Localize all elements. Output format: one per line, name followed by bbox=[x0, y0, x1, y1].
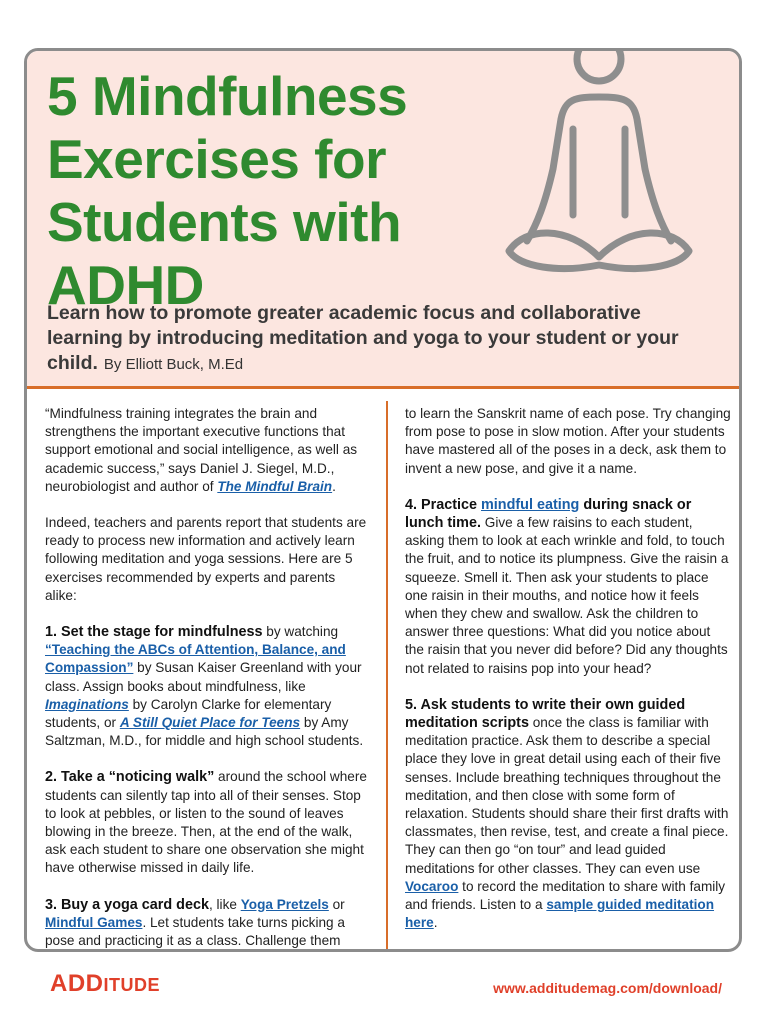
vocaroo-link[interactable]: Vocaroo bbox=[405, 878, 459, 894]
intro-paragraph: Indeed, teachers and parents report that students are ready to process new information and actively learn following meditation and yoga sessions. Here are 5 exercises recommended by experts and parents alike: bbox=[45, 515, 367, 603]
right-column bbox=[405, 405, 731, 950]
exercise-3-text: or bbox=[328, 896, 345, 912]
exercise-5-heading: 5. Ask students to write their own guided meditation scripts bbox=[405, 696, 686, 732]
exercise-3-continued: to learn the Sanskrit name of each pose. Try changing from pose to pose in slow motion. After your students have mastered all of the poses in a deck, ask them to invent a new pose, and give it a name. bbox=[405, 406, 731, 476]
exercise-2-heading: 2. Take a “noticing walk” bbox=[45, 769, 215, 786]
exercise-1-text: by watching bbox=[262, 624, 339, 640]
exercise-3-text: , like bbox=[208, 896, 241, 912]
exercise-2-text: around the school where students can silently tap into all of their senses. Stop to look at pebbles, or listen to the sound of leaves blowing in the breeze. Then, at the end of the walk, ask each student to share one observation she might have otherwise missed in daily life. bbox=[45, 769, 367, 876]
meditation-figure-icon bbox=[489, 48, 729, 319]
intro-quote bbox=[45, 405, 369, 496]
exercise-5-text: . bbox=[433, 915, 438, 931]
exercise-5-text: to record the meditation to share with family and friends. Listen to a bbox=[405, 878, 726, 913]
article-card bbox=[24, 48, 742, 952]
sample-meditation-link[interactable]: sample guided meditation here bbox=[405, 897, 715, 931]
exercise-1-text: by Susan Kaiser Greenland with your class. Assign books about mindfulness, like bbox=[45, 660, 362, 694]
mindful-games-link[interactable]: Mindful Games bbox=[45, 914, 143, 930]
exercise-4-heading: 4. Practice bbox=[405, 496, 482, 513]
abcs-attention-link[interactable]: “Teaching the ABCs of Attention, Balance, and Compassion” bbox=[45, 642, 346, 676]
exercise-1-text: by Amy Saltzman, M.D., for middle and high school students. bbox=[45, 715, 364, 749]
logo-big: ADD bbox=[50, 970, 104, 997]
exercise-1-text: by Carolyn Clarke for elementary students, or bbox=[45, 696, 332, 731]
exercise-3-text: . Let students take turns picking a pose and practicing it as a class. Challenge them bbox=[45, 914, 345, 949]
exercise-3 bbox=[45, 896, 369, 951]
yoga-pretzels-link[interactable]: Yoga Pretzels bbox=[240, 896, 329, 912]
exercise-2 bbox=[45, 768, 369, 877]
exercise-1-heading: 1. Set the stage for mindfulness bbox=[45, 624, 263, 641]
page-title: 5 Mindfulness Exercises for Students with ADHD bbox=[47, 65, 408, 316]
article-header bbox=[27, 51, 739, 389]
logo-small: ITUDE bbox=[103, 975, 160, 995]
exercise-5 bbox=[405, 696, 731, 933]
intro-quote-end: . bbox=[332, 478, 336, 494]
left-column bbox=[45, 405, 369, 952]
footer-url-link[interactable]: www.additudemag.com/download/ bbox=[493, 980, 722, 996]
exercise-5-text: once the class is familiar with meditation practice. Ask them to describe a special place they love in great detail using each of their five senses. Include breathing techniques throughout the meditation, and then close with some form of relaxation. Students should share their first drafts with classmates, then revise, test, and create a final piece. They can then go “on tour” and lead guided meditations for other classes. They can even use bbox=[405, 715, 729, 876]
column-divider bbox=[386, 401, 388, 951]
author-byline: By Elliott Buck, M.Ed bbox=[103, 356, 244, 373]
exercise-4-text: Give a few raisins to each student, asking them to look at each wrinkle and fold, to touch the fruit, and to notice its plumpness. Give the raisin a squeeze. Smell it. Then ask your students to place one raisin in their mouths, and notice how it feels when they chew and swallow. Ask the children to answer three questions: What did you notice about the raisin that you never did before? Did any thoughts not related to raisins pop into your head? bbox=[405, 515, 729, 676]
additude-logo bbox=[50, 970, 160, 998]
exercise-1 bbox=[45, 623, 369, 750]
exercise-4 bbox=[405, 496, 731, 678]
intro-quote-text: “Mindfulness training integrates the brain and strengthens the important executive functions that support emotional and social intelligence, as well as academic success,” says Daniel J. Siegel, M.D., neurobiologist and author of bbox=[45, 406, 358, 494]
mindful-brain-link[interactable]: The Mindful Brain bbox=[217, 478, 333, 494]
subtitle-text: Learn how to promote greater academic focus and collaborative learning by introducing meditation and yoga to your student or your child. bbox=[47, 302, 679, 374]
still-quiet-place-link[interactable]: A Still Quiet Place for Teens bbox=[119, 715, 301, 731]
article-subtitle bbox=[47, 301, 717, 377]
exercise-4-heading-end: during snack or lunch time. bbox=[405, 496, 692, 532]
mindful-eating-link[interactable]: mindful eating bbox=[481, 496, 580, 513]
exercise-3-heading: 3. Buy a yoga card deck bbox=[45, 896, 209, 913]
imaginations-link[interactable]: Imaginations bbox=[45, 696, 129, 712]
